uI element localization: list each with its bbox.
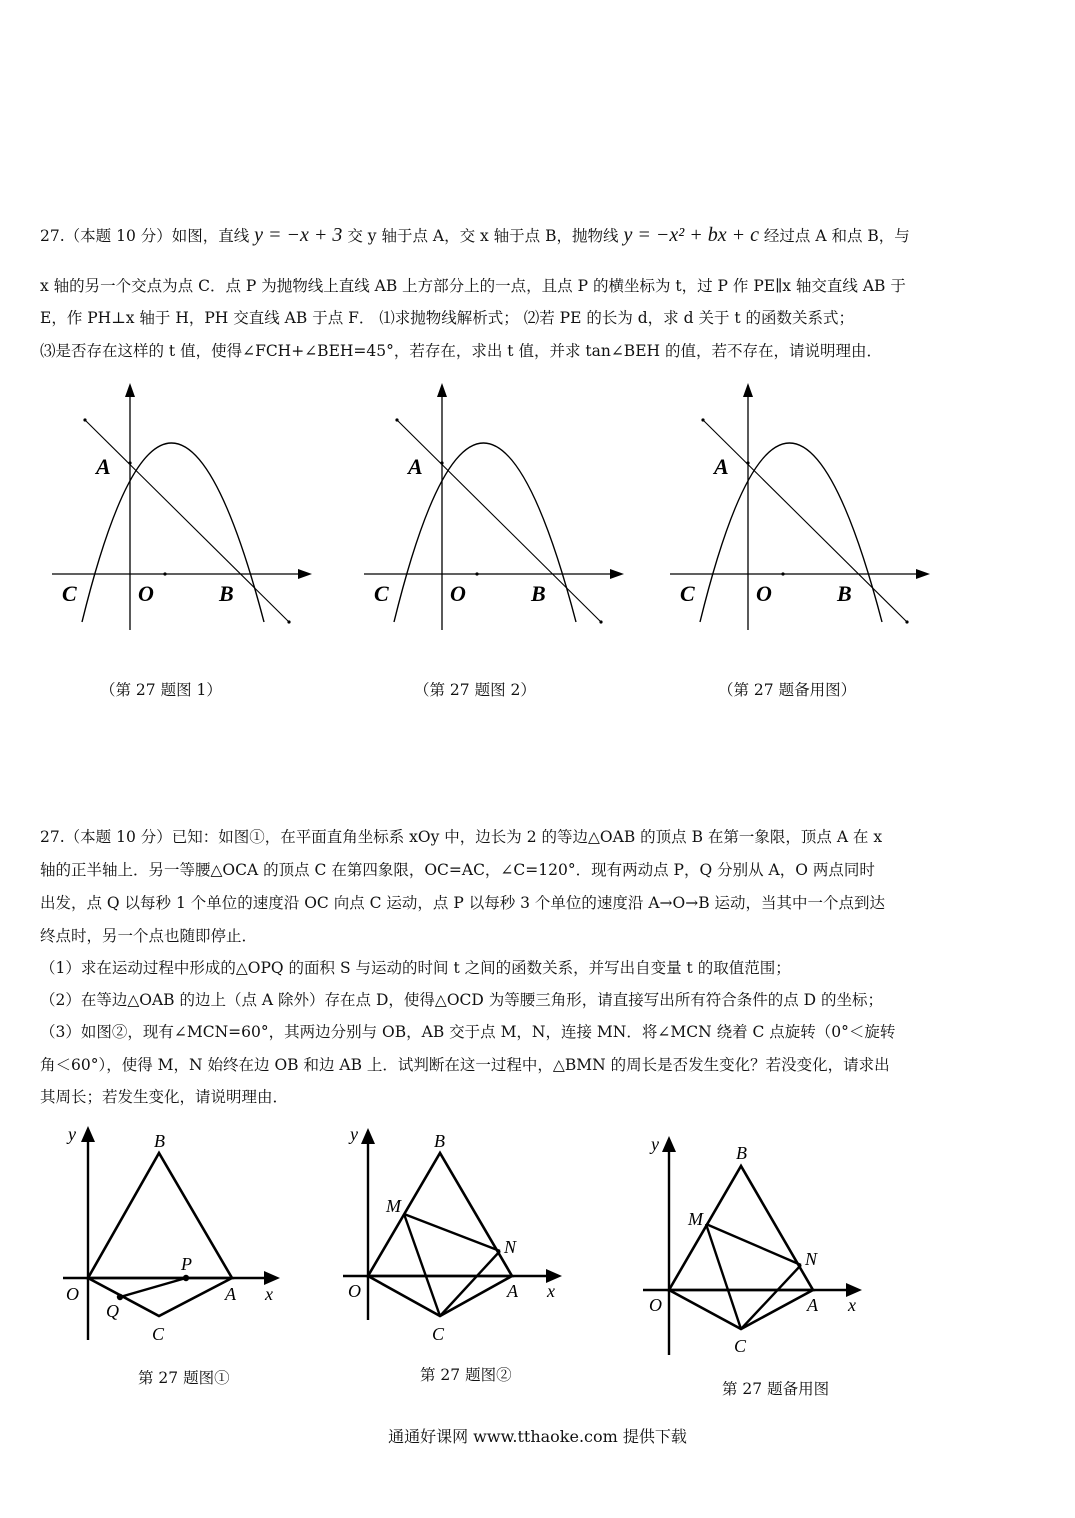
label-O: O [138, 581, 154, 606]
label-C: C [374, 581, 389, 606]
parabola-equation: y = −x² + bx + c [623, 224, 759, 246]
label-B: B [837, 581, 852, 606]
label-O: O [348, 1281, 361, 1301]
label-A: A [807, 1295, 818, 1315]
label-O: O [450, 581, 466, 606]
label-B: B [154, 1131, 165, 1151]
label-M: M [386, 1196, 401, 1216]
figure-2-spare [643, 1134, 862, 1356]
problem1-line4: ⑶是否存在这样的 t 值，使得∠FCH+∠BEH=45°，若存在，求出 t 值，并求 tan∠BEH 的值，若不存在，请说明理由． [40, 342, 882, 360]
label-O: O [756, 581, 772, 606]
label-C: C [152, 1324, 165, 1344]
label-A: A [507, 1281, 518, 1301]
problem2-line3: 出发，点 Q 以每秒 1 个单位的速度沿 OC 向点 C 运动，点 P 以每秒 3 个单位的速度沿 A→O→B 运动，当其中一个点到达 [40, 894, 886, 912]
figure-caption: 第 27 题备用图 [722, 1380, 830, 1398]
label-B: B [434, 1131, 445, 1151]
problem2-q1: （1）求在运动过程中形成的△OPQ 的面积 S 与运动的时间 t 之间的函数关系，并写出自变量 t 的取值范围； [40, 959, 791, 977]
figure-caption: （第 27 题图 2） [414, 681, 536, 699]
label-O: O [649, 1295, 662, 1315]
label-y: y [68, 1124, 76, 1144]
problem2-q3c: 其周长；若发生变化，请说明理由． [40, 1088, 289, 1106]
page-footer: 通通好课网 www.tthaoke.com 提供下载 [388, 1427, 687, 1446]
problem1-line2: x 轴的另一个交点为点 C．点 P 为抛物线上直线 AB 上方部分上的一点，且点 P 的横坐标为 t，过 P 作 PE∥x 轴交直线 AB 于 [40, 277, 906, 295]
figure-caption: （第 27 题备用图） [718, 681, 857, 699]
label-x: x [547, 1281, 555, 1301]
problem2-line2: 轴的正半轴上．另一等腰△OCA 的顶点 C 在第四象限，OC=AC，∠C=120°．现有两动点 P，Q 分别从 A，O 两点同时 [40, 861, 875, 879]
label-C: C [680, 581, 695, 606]
problem1-text: 经过点 A 和点 B，与 [763, 227, 910, 245]
label-y: y [651, 1134, 659, 1154]
problem1-text: 27.（本题 10 分）如图，直线 [40, 227, 250, 245]
problem2-line1: 27.（本题 10 分）已知：如图①，在平面直角坐标系 xOy 中，边长为 2 的等边△OAB 的顶点 B 在第一象限，顶点 A 在 x [40, 828, 883, 846]
label-C: C [432, 1324, 445, 1344]
label-A: A [408, 454, 423, 479]
label-C: C [62, 581, 77, 606]
label-A: A [96, 454, 111, 479]
label-A: A [225, 1284, 236, 1304]
problem2-q2: （2）在等边△OAB 的边上（点 A 除外）存在点 D，使得△OCD 为等腰三角形，请直接写出所有符合条件的点 D 的坐标； [40, 991, 884, 1009]
figure-caption: 第 27 题图① [138, 1369, 230, 1387]
problem1-text: 交 y 轴于点 A，交 x 轴于点 B，抛物线 [347, 227, 619, 245]
problem2-q3b: 角＜60°），使得 M，N 始终在边 OB 和边 AB 上．试判断在这一过程中，△BMN 的周长是否发生变化？若没变化，请求出 [40, 1056, 890, 1074]
label-O: O [66, 1284, 79, 1304]
label-x: x [265, 1284, 273, 1304]
label-Q: Q [106, 1301, 119, 1321]
label-B: B [736, 1143, 747, 1163]
problem2-line4: 终点时，另一个点也随即停止． [40, 927, 258, 945]
label-A: A [714, 454, 729, 479]
label-N: N [805, 1249, 818, 1269]
label-x: x [848, 1295, 856, 1315]
label-y: y [350, 1124, 358, 1144]
problem2-q3a: （3）如图②，现有∠MCN=60°，其两边分别与 OB，AB 交于点 M，N，连接 MN．将∠MCN 绕着 C 点旋转（0°＜旋转 [40, 1023, 896, 1041]
label-P: P [181, 1254, 192, 1274]
problem1-line3: E，作 PH⊥x 轴于 H，PH 交直线 AB 于点 F． ⑴求抛物线解析式； ⑵若 PE 的长为 d，求 d 关于 t 的函数关系式； [40, 309, 855, 327]
label-M: M [688, 1209, 703, 1229]
label-C: C [734, 1336, 747, 1356]
line-equation: y = −x + 3 [254, 224, 343, 246]
figure-caption: （第 27 题图 1） [100, 681, 222, 699]
label-B: B [531, 581, 546, 606]
figure-2-1 [63, 1124, 280, 1344]
label-N: N [504, 1237, 517, 1257]
figure-2-2 [343, 1124, 562, 1344]
label-B: B [219, 581, 234, 606]
figure-caption: 第 27 题图② [420, 1366, 512, 1384]
